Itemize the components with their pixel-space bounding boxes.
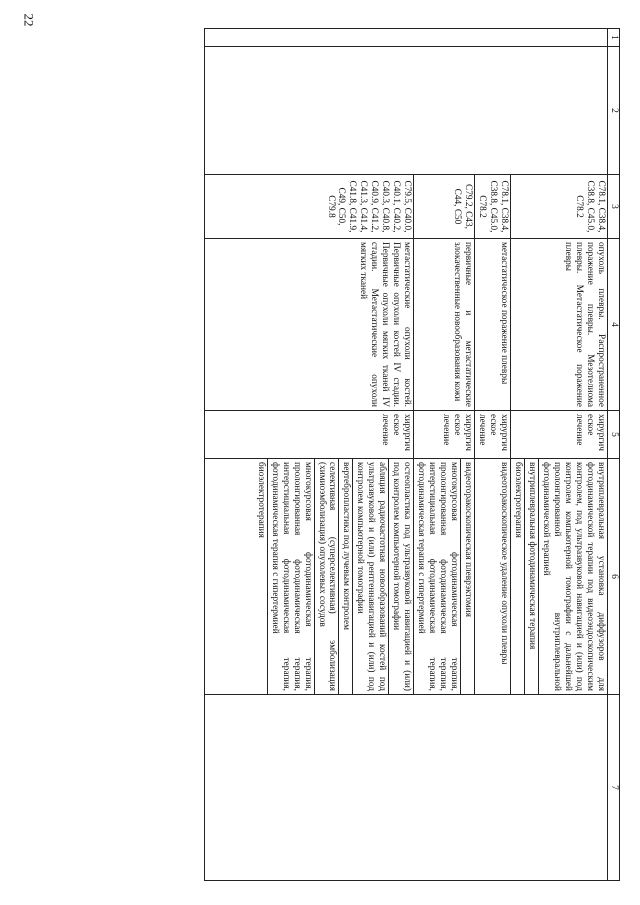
diagnosis-cell: опухоль плевры. Распространенное поражение плевры. Мезотелиома плевры. Метастатическое поражение плевры (511, 239, 608, 411)
col2-cell (204, 47, 607, 175)
method-cell: селективная (суперселективная) эмболизация (химиоэмболизация) опухолевых сосудов (314, 459, 339, 695)
treatment-cell: хирургическое лечение (511, 411, 608, 459)
method-cell: биоэлектротерапия (511, 459, 525, 695)
col7-cell (204, 695, 607, 881)
method-cell: внутриплевральная установка диффузоров для фотодинамической терапии под видеоэндоскопическим контролем, под ультразвуковой навигацией и (или) под контролем компьютерной томографии с дальнейшей пролонгированной внутриплевральной фотодинамической терапией (538, 459, 607, 695)
col-header-1: 1 (607, 29, 619, 47)
page-number: 22 (21, 13, 37, 27)
codes-cell: C78.1, C38.4, C38.8, C45.0, C78.2 (511, 175, 608, 239)
diagnosis-cell: метастатическое поражение плевры (475, 239, 511, 411)
table-row (538, 29, 607, 881)
col-header-3: 3 (607, 175, 619, 239)
method-cell: остеопластика под ультразвуковой навигацией и (или) под контролем компьютерной томографии (389, 459, 414, 695)
codes-cell: C79.2, C43, C44, C50 (414, 175, 475, 239)
method-cell: биоэлектротерапия (204, 459, 267, 695)
method-cell: многокурсовая фотодинамическая терапия, пролонгированная фотодинамическая терапия, интерстициальная фотодинамическая терапия, фотодинамическая терапия с гипертермией (414, 459, 461, 695)
col-header-5: 5 (607, 411, 619, 459)
rotated-sheet (52, 28, 620, 880)
method-cell: многокурсовая фотодинамическая терапия, пролонгированная фотодинамическая терапия, интерстициальная фотодинамическая терапия, фотодинамическая терапия с гипертермией (267, 459, 314, 695)
column-numbers-row (607, 29, 619, 881)
method-cell: абляция радиочастотная новообразований костей под ультразвуковой и (или) рентгеннавигацией и (или) под контролем компьютерной томографии (353, 459, 389, 695)
treatment-cell: хирургическое лечение (414, 411, 475, 459)
method-cell: видеоторакоскопическое удаление опухоли плевры (475, 459, 511, 695)
diagnosis-cell: метастатические опухоли костей. Первичные опухоли костей IV стадии. Первичные опухоли мягких тканей IV стадии. Метастатические опухоли мягких тканей (204, 239, 414, 411)
col-header-2: 2 (607, 47, 619, 175)
codes-cell: C78.1, C38.4, C38.8, C45.0, C78.2 (475, 175, 511, 239)
col-header-4: 4 (607, 239, 619, 411)
treatment-cell: хирургическое лечение (475, 411, 511, 459)
codes-cell: C79.5, C40.0, C40.1, C40.2, C40.3, C40.8, C40.9, C41.2, C41.3, C41.4, C41.8, C41.9, C49, C50, C79.8 (204, 175, 414, 239)
diagnosis-cell: первичные и метастатические злокачественные новообразования кожи (414, 239, 475, 411)
method-cell: вертебропластика под лучевым контролем (339, 459, 353, 695)
method-cell: видеоторакоскопическая плеврэктомия (461, 459, 475, 695)
treatment-table (204, 28, 620, 881)
col-header-6: 6 (607, 459, 619, 695)
col-header-7: 7 (607, 695, 619, 881)
treatment-cell: хирургическое лечение (204, 411, 414, 459)
col1-cell (204, 29, 607, 47)
method-cell: внутриплевральная фотодинамическая терапия (525, 459, 539, 695)
